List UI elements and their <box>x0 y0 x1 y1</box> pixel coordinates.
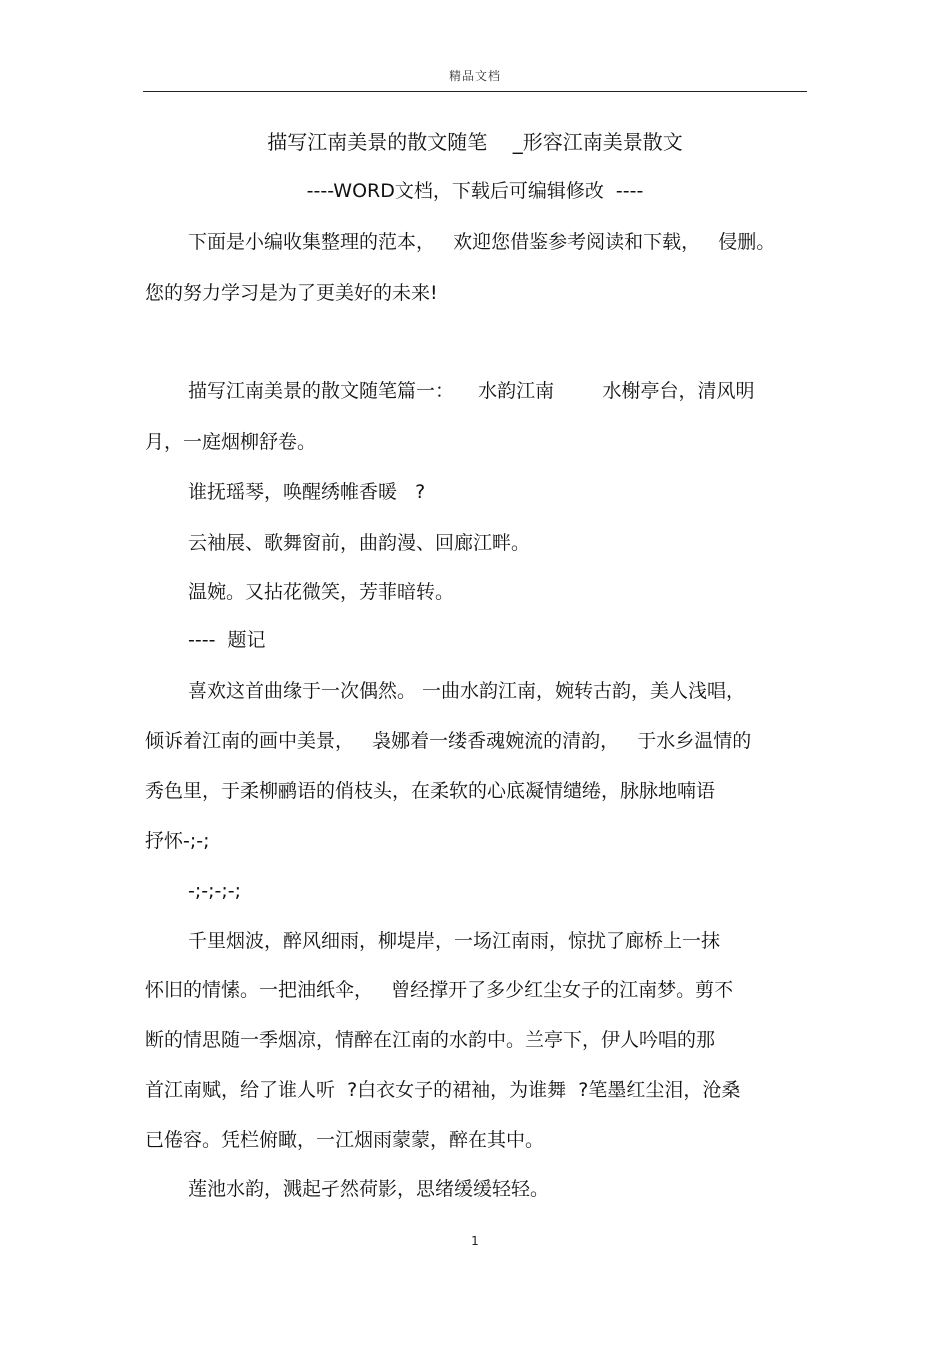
paragraph-line: 云袖展、歌舞窗前，曲韵漫、回廊江畔。 <box>188 532 531 554</box>
page-number: 1 <box>471 1234 479 1248</box>
paragraph-line: 抒怀-;-; <box>145 830 210 852</box>
section-heading-line: 描写江南美景的散文随笔篇一： 水韵江南 水榭亭台，清风明 <box>188 380 755 402</box>
intro-line-2: 您的努力学习是为了更美好的未来! <box>145 282 438 304</box>
paragraph-line: 月，一庭烟柳舒卷。 <box>145 431 317 453</box>
paragraph-line: 喜欢这首曲缘于一次偶然。 一曲水韵江南，婉转古韵，美人浅唱， <box>188 680 746 702</box>
paragraph-line: 千里烟波，醉风细雨，柳堤岸，一场江南雨，惊扰了廊桥上一抹 <box>188 930 721 952</box>
paragraph-line: 首江南赋，给了谁人听 ?白衣女子的裙袖，为谁舞 ?笔墨红尘泪，沧桑 <box>145 1079 741 1101</box>
paragraph-line: -;-;-;-; <box>188 880 242 902</box>
page-header-label: 精品文档 <box>448 69 501 83</box>
header-divider <box>143 91 807 92</box>
document-title: 描写江南美景的散文随笔 _形容江南美景散文 <box>267 130 683 154</box>
paragraph-line: 谁抚瑶琴，唤醒绣帷香暖 ? <box>188 481 426 503</box>
paragraph-line: 秀色里，于柔柳鹂语的俏枝头，在柔软的心底凝情缱绻，脉脉地喃语 <box>145 780 716 802</box>
paragraph-line: 断的情思随一季烟凉，情醉在江南的水韵中。兰亭下，伊人吟唱的那 <box>145 1029 716 1051</box>
paragraph-line: ---- 题记 <box>188 629 266 651</box>
paragraph-line: 怀旧的情愫。一把油纸伞， 曾经撑开了多少红尘女子的江南梦。剪不 <box>145 979 734 1001</box>
paragraph-line: 温婉。又拈花微笑，芳菲暗转。 <box>188 581 455 603</box>
intro-line-1: 下面是小编收集整理的范本， 欢迎您借鉴参考阅读和下载， 侵删。 <box>188 231 776 253</box>
document-subtitle: ----WORD文档，下载后可编辑修改 ---- <box>306 180 644 202</box>
paragraph-line: 倾诉着江南的画中美景， 袅娜着一缕香魂婉流的清韵， 于水乡温情的 <box>145 730 752 752</box>
paragraph-line: 莲池水韵，溅起孑然荷影，思绪缓缓轻轻。 <box>188 1178 550 1200</box>
paragraph-line: 已倦容。凭栏俯瞰，一江烟雨蒙蒙，醉在其中。 <box>145 1129 545 1151</box>
